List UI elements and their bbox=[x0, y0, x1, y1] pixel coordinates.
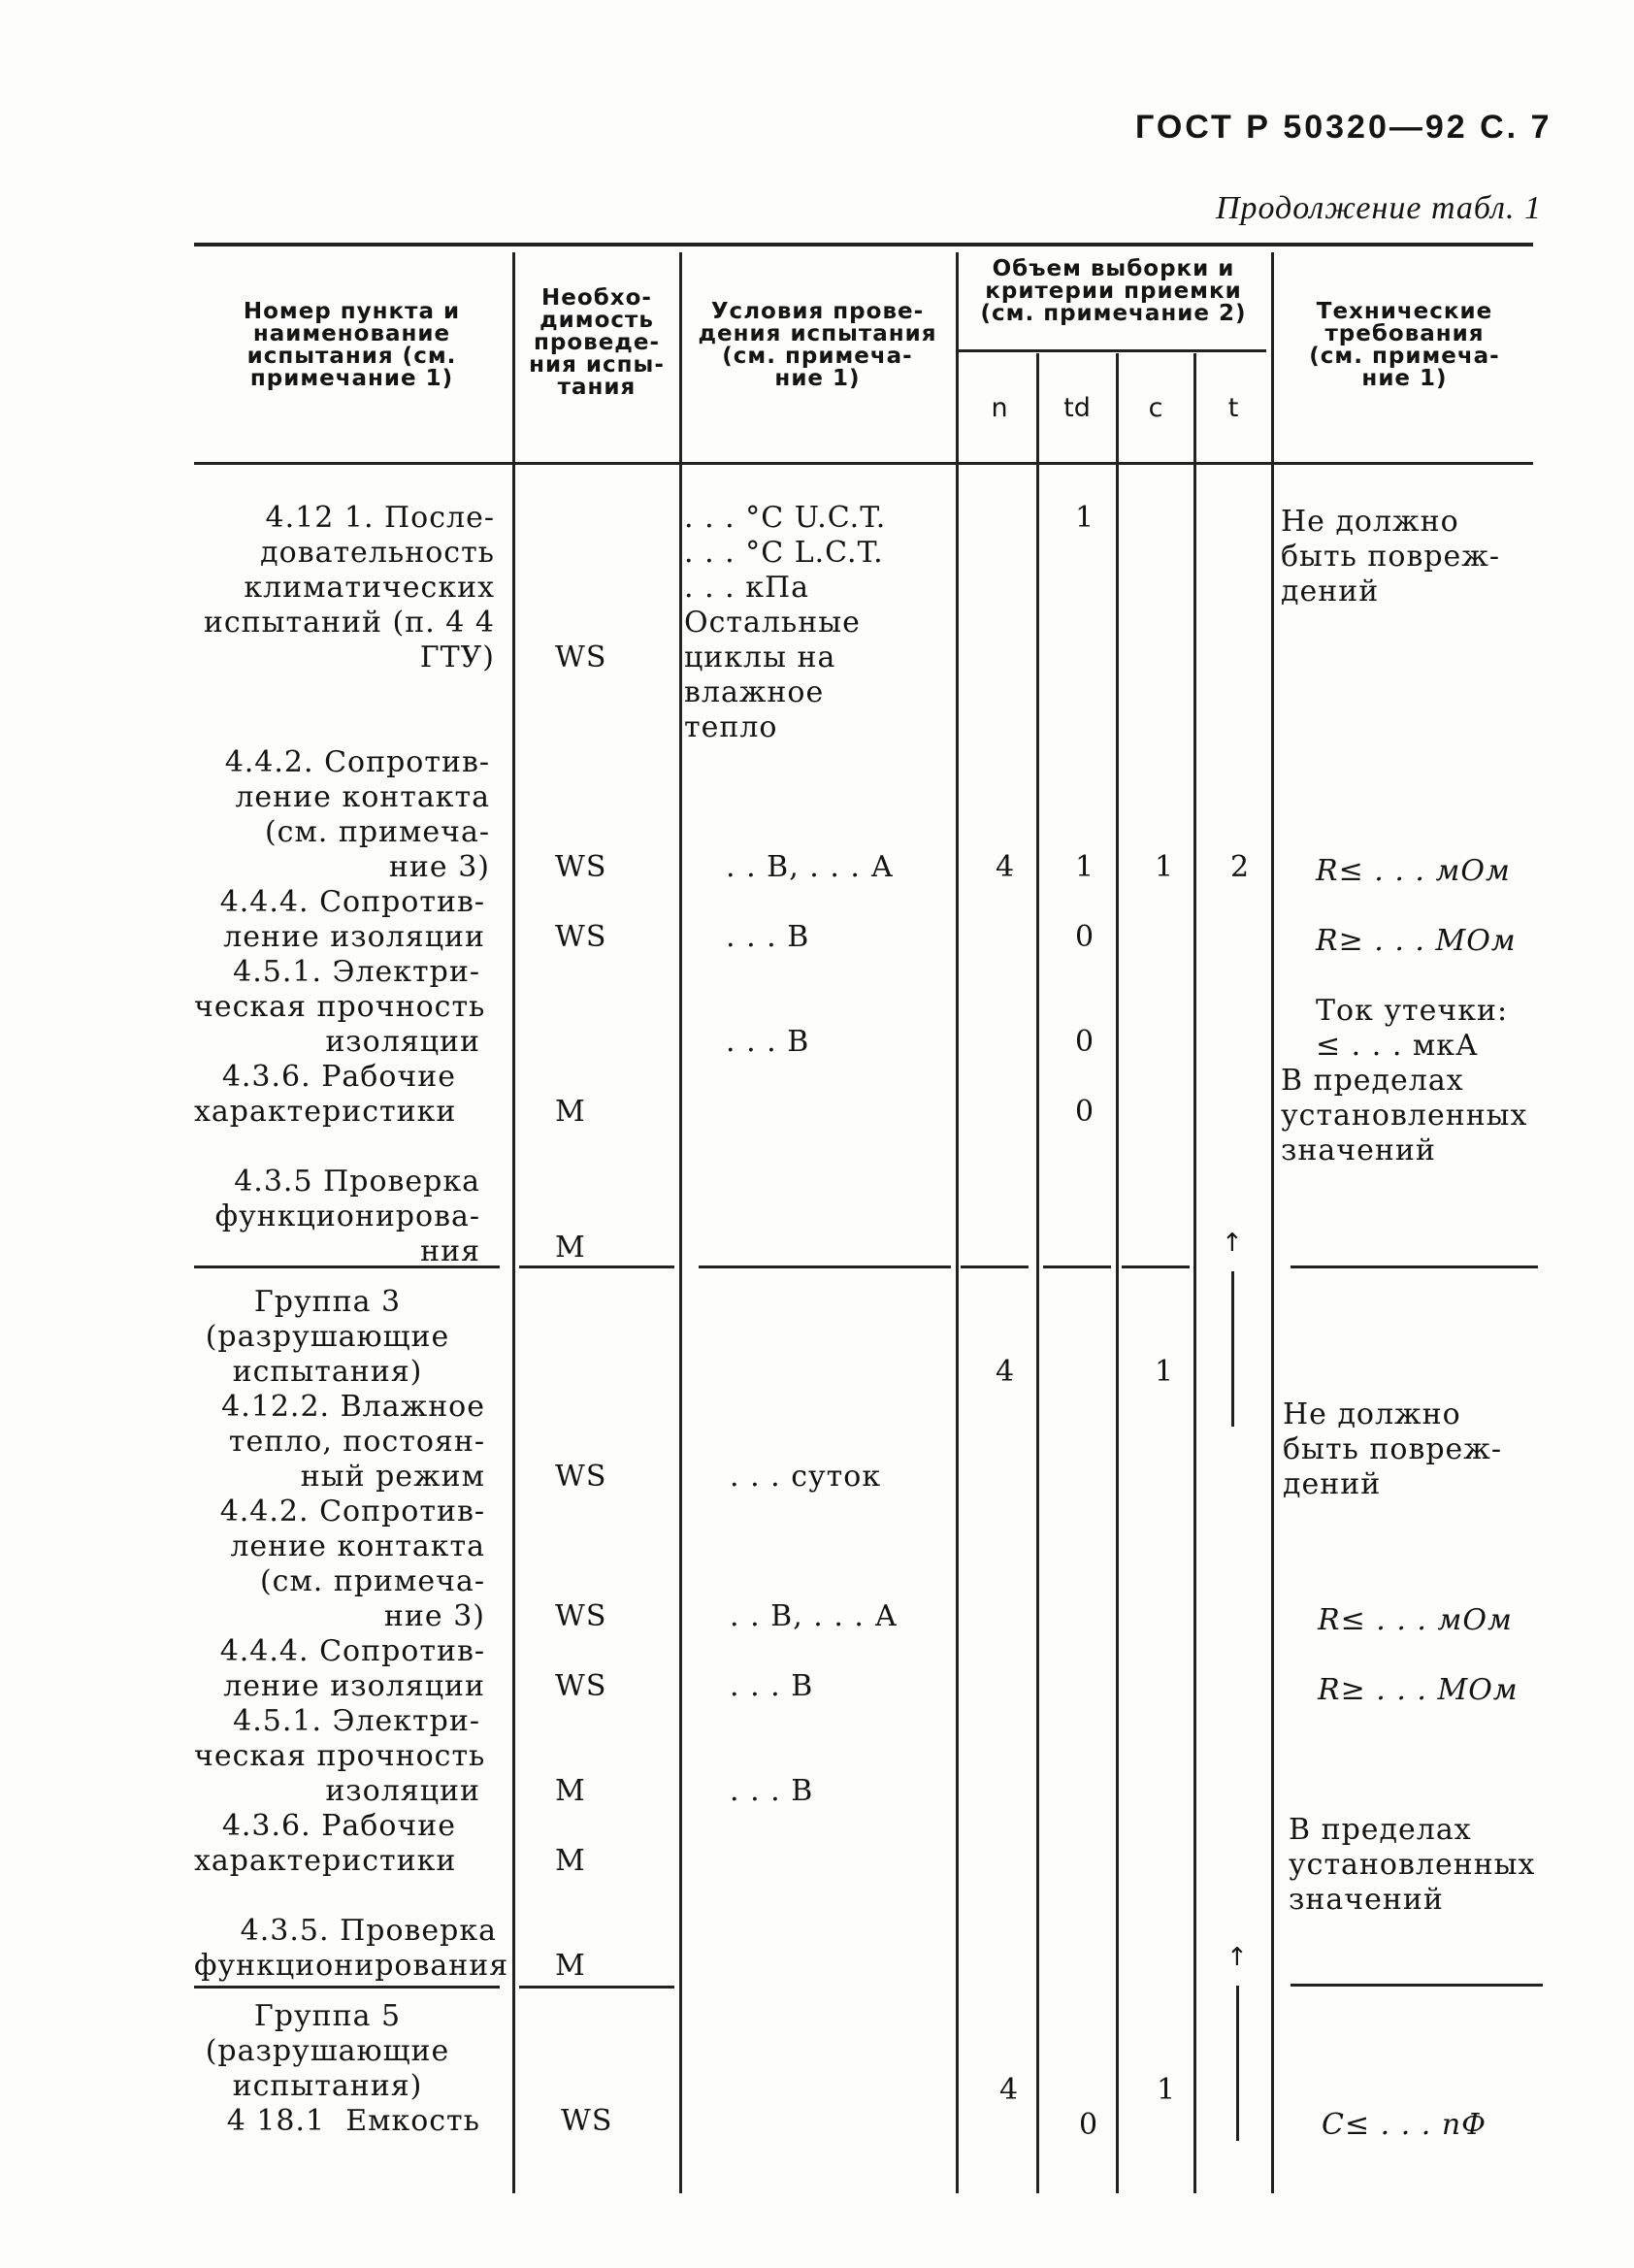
r3-need: WS bbox=[555, 920, 607, 954]
r1-td: 1 bbox=[1075, 501, 1095, 535]
header-bottom-rule bbox=[194, 462, 1533, 465]
g3-n: 4 bbox=[996, 1355, 1016, 1389]
r3-cond: . . . В bbox=[726, 920, 810, 954]
r7-need: WS bbox=[555, 1460, 607, 1494]
page-header: ГОСТ Р 50320—92 С. 7 bbox=[1135, 109, 1552, 146]
header-item: Номер пункта и наименование испытания (см. примечание 1) bbox=[243, 299, 461, 391]
header-conditions: Условия прове- дения испытания (см. примеча- ние 1) bbox=[698, 299, 937, 391]
r13-item: 4 18.1 Емкость bbox=[226, 2104, 480, 2138]
r1-item: 4.12 1. После- довательность климатических испытаний (п. 4 4 ГТУ) bbox=[203, 501, 495, 674]
arrow-line bbox=[1231, 1271, 1234, 1427]
group-end-rule-cond bbox=[699, 1265, 951, 1268]
r2-item: 4.4.2. Сопротив- ление контакта (см. примеча- ние 3) bbox=[224, 745, 490, 884]
group-end-rule-req bbox=[1291, 1265, 1538, 1268]
r8-cond: . . В, . . . А bbox=[730, 1599, 899, 1633]
r4-cond: . . . В bbox=[726, 1025, 810, 1059]
group-end-rule-need bbox=[519, 1265, 674, 1268]
group3-end-rule-item bbox=[194, 1986, 500, 1989]
col-divider-1 bbox=[512, 252, 515, 2193]
r11-need: М bbox=[555, 1844, 586, 1878]
r2-c: 1 bbox=[1155, 850, 1175, 884]
r5-need: М bbox=[555, 1095, 586, 1129]
col-divider-6 bbox=[1193, 353, 1196, 2193]
col-divider-3 bbox=[956, 252, 959, 2193]
header-necessity: Необхо- димость проведе- ния испы- тания bbox=[529, 285, 665, 400]
r7-item: 4.12.2. Влажное тепло, постоян- ный режим bbox=[221, 1390, 485, 1494]
r2-t: 2 bbox=[1230, 850, 1251, 884]
r3-item: 4.4.4. Сопротив- ление изоляции bbox=[219, 885, 485, 954]
col-divider-5 bbox=[1116, 353, 1119, 2193]
r6-item: 4.3.5 Проверка функционирова- ния bbox=[214, 1165, 480, 1268]
r7-cond: . . . суток bbox=[730, 1460, 882, 1494]
r8-req: R≤ . . . мОм bbox=[1318, 1603, 1513, 1637]
r5-td: 0 bbox=[1075, 1095, 1095, 1129]
r13-td: 0 bbox=[1079, 2108, 1099, 2142]
r6-need: М bbox=[555, 1231, 586, 1265]
g3-c: 1 bbox=[1155, 1355, 1175, 1389]
r11-item: 4.3.6. Рабочие характеристики bbox=[194, 1809, 457, 1878]
header-requirements: Технические требования (см. примеча- ние 1) bbox=[1309, 299, 1500, 391]
col-divider-7 bbox=[1271, 252, 1274, 2193]
up-arrow-icon: ↑ bbox=[1222, 1229, 1243, 1258]
r13-req: C≤ . . . пФ bbox=[1322, 2108, 1487, 2142]
group3-end-rule-right bbox=[1291, 1984, 1543, 1987]
r10-item: 4.5.1. Электри- ческая прочность изоляции bbox=[194, 1704, 486, 1808]
r1-req: Не должно быть повреж- дений bbox=[1281, 505, 1501, 608]
group-end-rule-c bbox=[1122, 1265, 1190, 1268]
r2-cond: . . В, . . . А bbox=[726, 850, 895, 884]
r2-need: WS bbox=[555, 850, 607, 884]
g3-item: Группа 3 (разрушающие испытания) bbox=[205, 1285, 450, 1389]
up-arrow-icon: ↑ bbox=[1226, 1943, 1248, 1972]
r2-req: R≤ . . . мОм bbox=[1316, 854, 1511, 888]
r9-cond: . . . В bbox=[730, 1669, 814, 1703]
r10-need: М bbox=[555, 1774, 586, 1808]
r3-req: R≥ . . . МОм bbox=[1316, 924, 1517, 958]
r12-item: 4.3.5. Проверка функционирования bbox=[194, 1914, 509, 1983]
header-sample: Объем выборки и критерии приемки (см. примечание 2) bbox=[980, 256, 1247, 326]
r9-item: 4.4.4. Сопротив- ление изоляции bbox=[219, 1634, 485, 1703]
r2-td: 1 bbox=[1075, 850, 1095, 884]
header-t: t bbox=[1227, 393, 1239, 423]
r5-item: 4.3.6. Рабочие характеристики bbox=[194, 1060, 457, 1129]
r4-req: Ток утечки: ≤ . . . мкА bbox=[1316, 994, 1509, 1063]
r4-td: 0 bbox=[1075, 1025, 1095, 1059]
r5-req: В пределах установленных значений bbox=[1281, 1064, 1528, 1167]
r8-need: WS bbox=[555, 1599, 607, 1633]
group3-end-rule-need bbox=[519, 1986, 674, 1989]
col-divider-4 bbox=[1036, 353, 1039, 2193]
group-end-rule-n bbox=[961, 1265, 1029, 1268]
r1-cond: . . . °С U.C.T. . . . °С L.C.T. . . . кПа Остальные циклы на влажное тепло bbox=[684, 501, 887, 744]
table-continuation-label: Продолжение табл. 1 bbox=[1215, 190, 1542, 226]
r2-n: 4 bbox=[996, 850, 1016, 884]
table-top-rule bbox=[194, 243, 1533, 247]
group-end-rule-td bbox=[1043, 1265, 1111, 1268]
r8-item: 4.4.2. Сопротив- ление контакта (см. примеча- ние 3) bbox=[219, 1495, 485, 1633]
r9-need: WS bbox=[555, 1669, 607, 1703]
r1-need: WS bbox=[555, 641, 607, 674]
r12-need: М bbox=[555, 1949, 586, 1983]
r13-need: WS bbox=[561, 2104, 613, 2138]
sample-header-rule bbox=[956, 349, 1266, 352]
r9-req: R≥ . . . МОм bbox=[1318, 1673, 1519, 1707]
header-c: c bbox=[1148, 393, 1163, 423]
header-td: td bbox=[1063, 393, 1091, 423]
arrow-line bbox=[1236, 1986, 1239, 2141]
r3-td: 0 bbox=[1075, 920, 1095, 954]
r10-cond: . . . В bbox=[730, 1774, 814, 1808]
g5-c: 1 bbox=[1157, 2073, 1177, 2107]
r4-item: 4.5.1. Электри- ческая прочность изоляции bbox=[194, 955, 486, 1059]
g5-item: Группа 5 (разрушающие испытания) bbox=[205, 1999, 450, 2103]
r11-req: В пределах установленных значений bbox=[1289, 1813, 1536, 1917]
g5-n: 4 bbox=[999, 2073, 1020, 2107]
col-divider-2 bbox=[679, 252, 682, 2193]
r7-req: Не должно быть повреж- дений bbox=[1283, 1397, 1503, 1501]
header-n: n bbox=[991, 393, 1008, 423]
group-end-rule-item bbox=[194, 1265, 500, 1268]
